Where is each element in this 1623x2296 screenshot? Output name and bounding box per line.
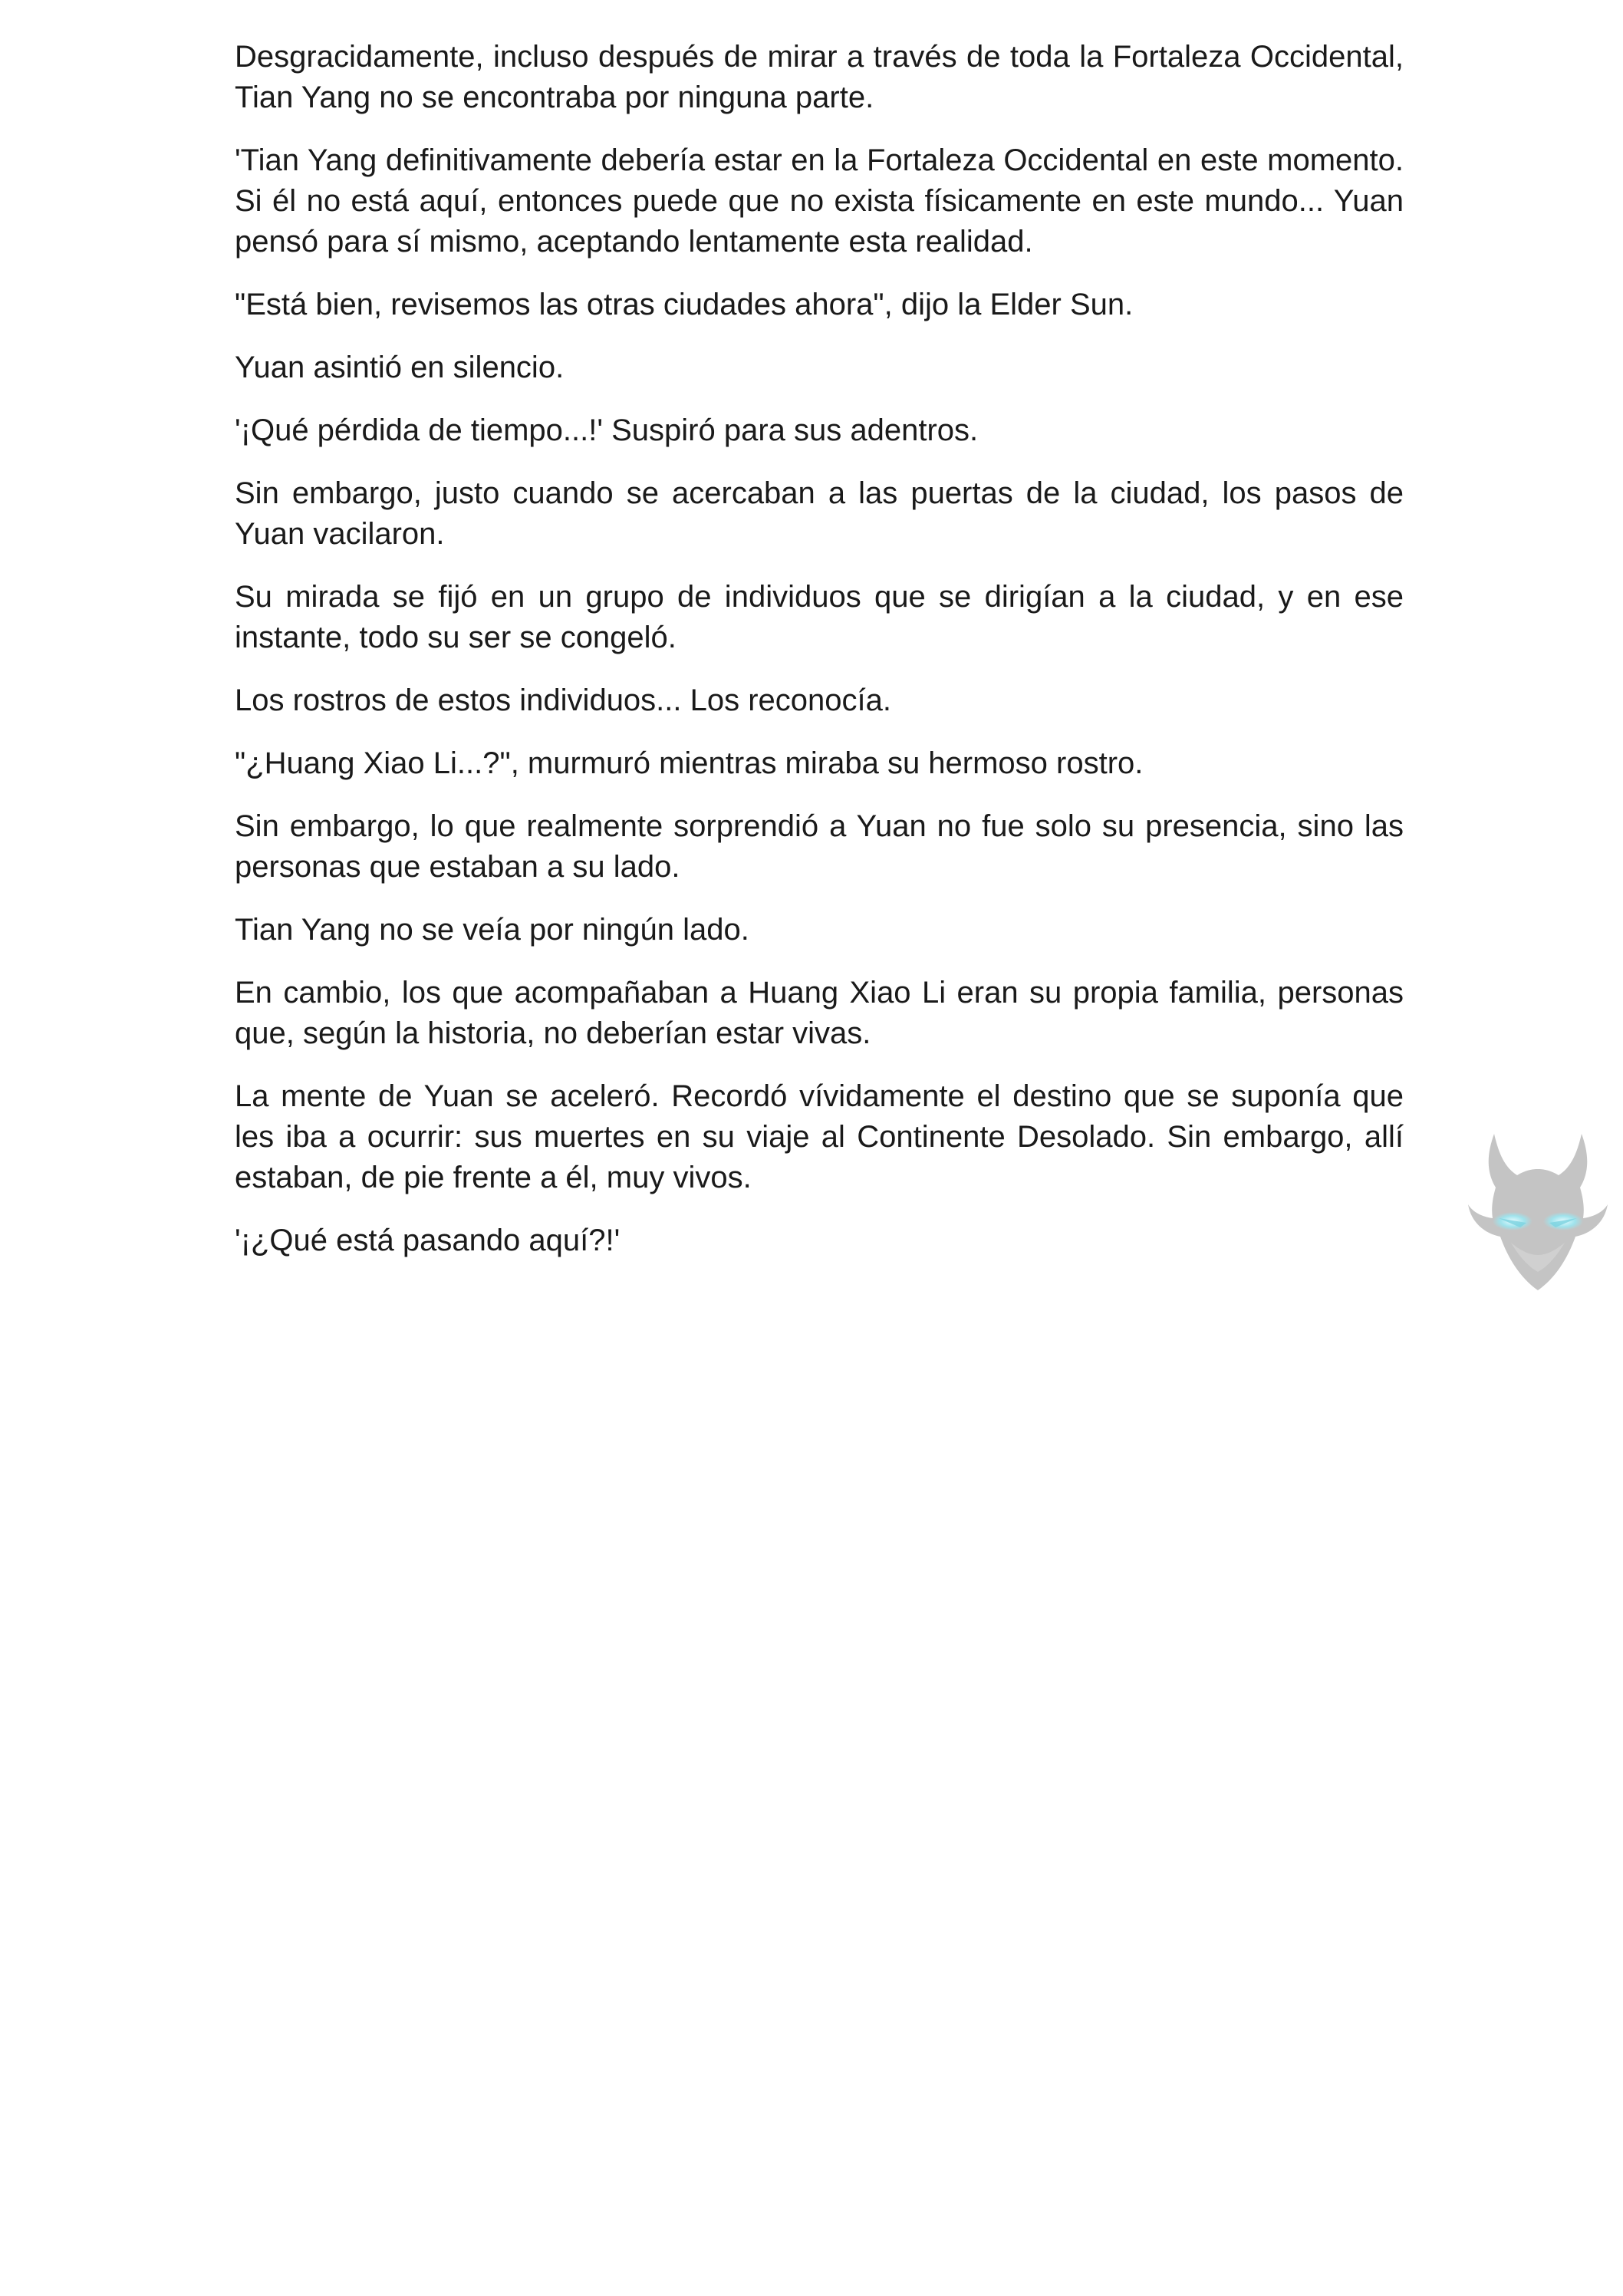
paragraph: En cambio, los que acompañaban a Huang Xiao Li eran su propia familia, personas que, según la historia, no deberían estar vivas. <box>235 976 1404 1050</box>
paragraph: Su mirada se fijó en un grupo de individuos que se dirigían a la ciudad, y en ese instante, todo su ser se congeló. <box>235 580 1404 654</box>
document-body <box>235 37 1404 1261</box>
paragraph: "Está bien, revisemos las otras ciudades ahora", dijo la Elder Sun. <box>235 288 1134 321</box>
paragraph: '¡Qué pérdida de tiempo...!' Suspiró para sus adentros. <box>235 413 979 447</box>
paragraph: "¿Huang Xiao Li...?", murmuró mientras miraba su hermoso rostro. <box>235 746 1144 780</box>
paragraph: 'Tian Yang definitivamente debería estar en la Fortaleza Occidental en este momento. Si él no está aquí, entonces puede que no exista físicamente en este mundo... Yuan pensó para sí mismo, aceptando lentamente esta realidad. <box>235 143 1404 259</box>
paragraph: '¡¿Qué está pasando aquí?!' <box>235 1224 621 1257</box>
paragraph: La mente de Yuan se aceleró. Recordó vívidamente el destino que se suponía que les iba a ocurrir: sus muertes en su viaje al Continente Desolado. Sin embargo, allí estaban, de pie frente a él, muy vivos. <box>235 1079 1404 1194</box>
paragraph: Desgracidamente, incluso después de mirar a través de toda la Fortaleza Occidental, Tian Yang no se encontraba por ninguna parte. <box>235 40 1404 114</box>
paragraph: Yuan asintió en silencio. <box>235 351 565 384</box>
demon-head-icon <box>1465 1128 1611 1304</box>
paragraph: Sin embargo, justo cuando se acercaban a las puertas de la ciudad, los pasos de Yuan vacilaron. <box>235 476 1404 551</box>
paragraph: Tian Yang no se veía por ningún lado. <box>235 913 749 947</box>
paragraph: Los rostros de estos individuos... Los reconocía. <box>235 684 892 717</box>
paragraph: Sin embargo, lo que realmente sorprendió a Yuan no fue solo su presencia, sino las personas que estaban a su lado. <box>235 809 1404 884</box>
